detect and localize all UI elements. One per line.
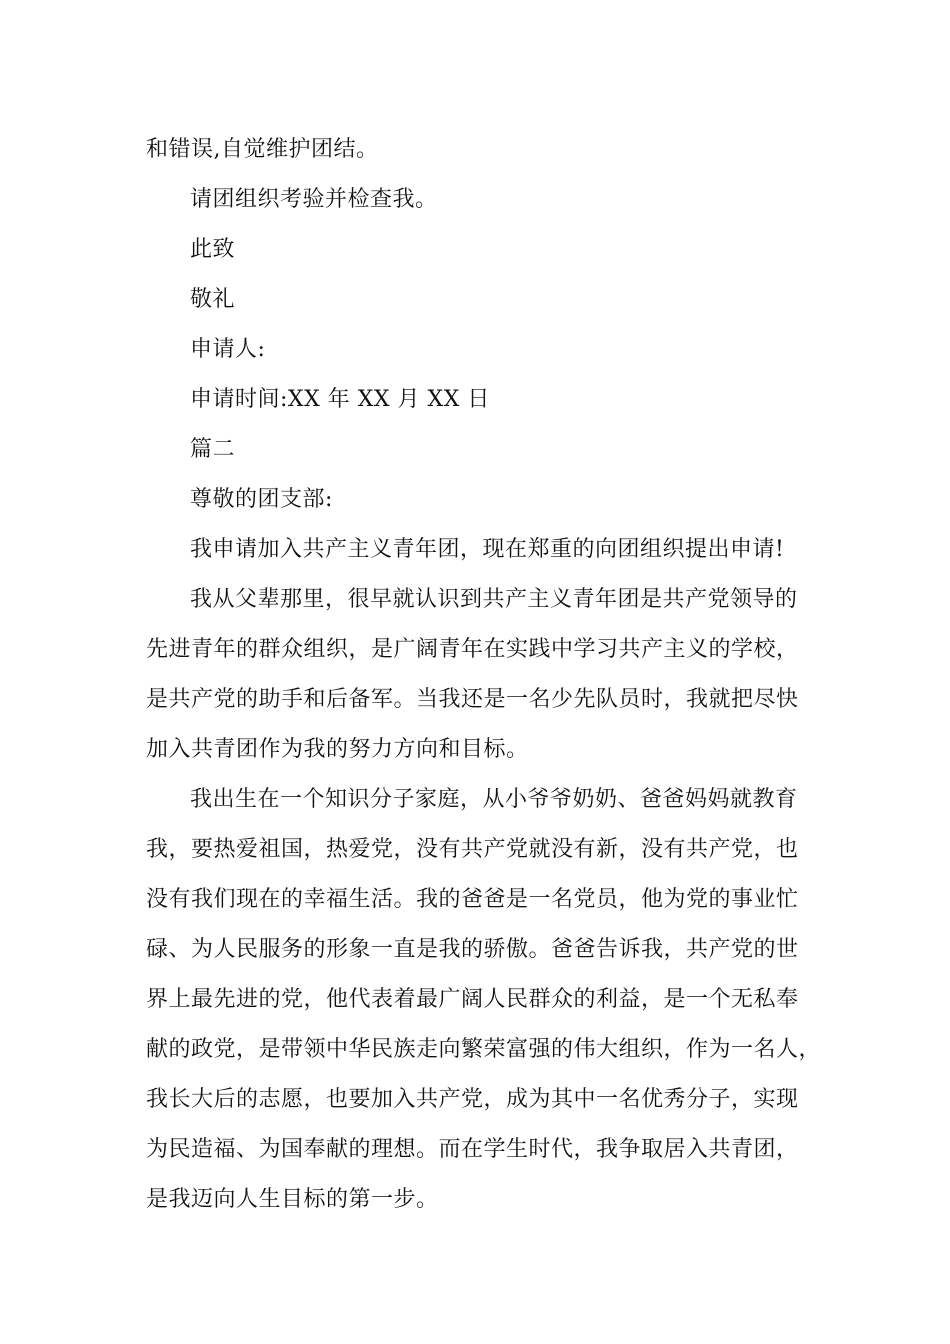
- text-line: 此致: [190, 237, 236, 262]
- salutation: 尊敬的团支部:: [190, 487, 333, 512]
- text-line: 敬礼: [190, 287, 236, 312]
- text-line: 界上最先进的党，他代表着最广阔人民群众的利益，是一个无私奉: [146, 987, 799, 1012]
- text-line: 和错误,自觉维护团结。: [146, 137, 379, 162]
- text-line: 加入共青团作为我的努力方向和目标。: [146, 737, 529, 762]
- text-line: 为民造福、为国奉献的理想。而在学生时代，我争取居入共青团，: [146, 1137, 799, 1162]
- text-line: 我出生在一个知识分子家庭，从小爷爷奶奶、爸爸妈妈就教育: [190, 787, 798, 812]
- text-line: 我申请加入共产主义青年团，现在郑重的向团组织提出申请!: [190, 537, 785, 562]
- text-line: 申请时间:XX 年 XX 月 XX 日: [190, 387, 490, 412]
- text-line: 我长大后的志愿，也要加入共产党，成为其中一名优秀分子，实现: [146, 1087, 799, 1112]
- text-line: 没有我们现在的幸福生活。我的爸爸是一名党员，他为党的事业忙: [146, 887, 799, 912]
- text-line: 先进青年的群众组织，是广阔青年在实践中学习共产主义的学校，: [146, 637, 799, 662]
- text-line: 我从父辈那里，很早就认识到共产主义青年团是共产党领导的: [190, 587, 798, 612]
- text-line: 请团组织考验并检查我。: [190, 187, 438, 212]
- section-heading: 篇二: [190, 437, 236, 462]
- text-line: 献的政党，是带领中华民族走向繁荣富强的伟大组织，作为一名人，: [146, 1037, 822, 1062]
- text-line: 申请人:: [190, 337, 266, 362]
- text-line: 我，要热爱祖国，热爱党，没有共产党就没有新，没有共产党，也: [146, 837, 799, 862]
- text-line: 是我迈向人生目标的第一步。: [146, 1187, 439, 1212]
- text-line: 碌、为人民服务的形象一直是我的骄傲。爸爸告诉我，共产党的世: [146, 937, 799, 962]
- text-line: 是共产党的助手和后备军。当我还是一名少先队员时，我就把尽快: [146, 687, 799, 712]
